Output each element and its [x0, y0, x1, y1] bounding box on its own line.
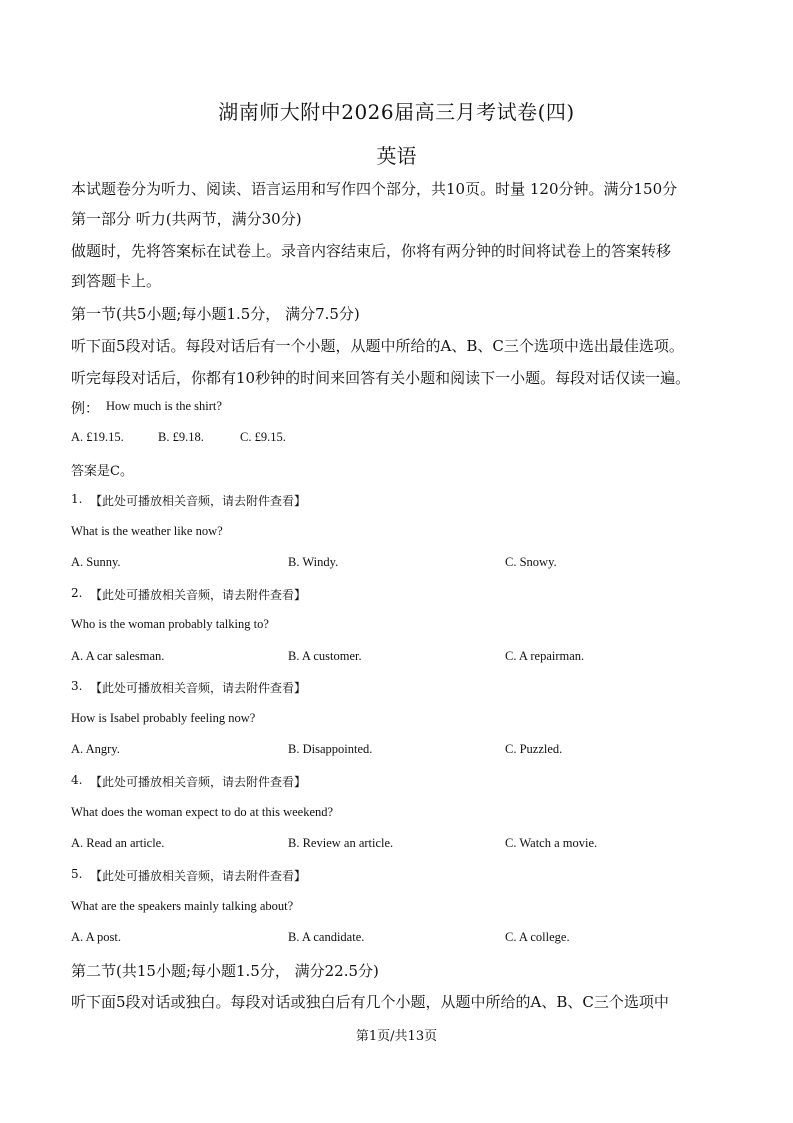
example-answer: 答案是C。	[71, 464, 133, 479]
question-number: 4.	[71, 773, 83, 787]
instruction-line: 到答题卡上。	[71, 272, 162, 290]
example-option: B. £9.18.	[158, 430, 204, 444]
example-label: 例：	[71, 401, 99, 417]
option-b[interactable]: B. Disappointed.	[288, 742, 373, 756]
example-option: A. £19.15.	[71, 430, 124, 444]
option-c[interactable]: C. Puzzled.	[505, 742, 563, 756]
option-c[interactable]: C. A repairman.	[505, 649, 585, 663]
audio-note: 【此处可播放相关音频，请去附件查看】	[90, 494, 307, 508]
section1-heading: 第一节(共5小题;每小题1.5分， 满分7.5分)	[71, 305, 360, 323]
option-c[interactable]: C. A college.	[505, 930, 570, 944]
audio-note: 【此处可播放相关音频，请去附件查看】	[90, 775, 307, 789]
question-text: What does the woman expect to do at this weekend?	[71, 805, 334, 819]
subject-title: 英语	[376, 144, 417, 168]
page-footer: 第1页/共13页	[355, 1029, 438, 1044]
section2-heading: 第二节(共15小题;每小题1.5分， 满分22.5分)	[71, 962, 379, 980]
option-a[interactable]: A. A post.	[71, 930, 122, 944]
option-c[interactable]: C. Snowy.	[505, 555, 557, 569]
option-b[interactable]: B. Review an article.	[288, 836, 394, 850]
instruction-line: 做题时，先将答案标在试卷上。录音内容结束后，你将有两分钟的时间将试卷上的答案转移	[71, 242, 672, 260]
audio-note: 【此处可播放相关音频，请去附件查看】	[90, 869, 307, 883]
option-b[interactable]: B. A candidate.	[288, 930, 365, 944]
option-c[interactable]: C. Watch a movie.	[505, 836, 598, 850]
option-b[interactable]: B. Windy.	[288, 555, 339, 569]
question-text: What are the speakers mainly talking about?	[71, 899, 294, 913]
question-text: What is the weather like now?	[71, 524, 223, 538]
question-text: Who is the woman probably talking to?	[71, 617, 269, 631]
page-title: 湖南师大附中2026届高三月考试卷(四)	[218, 100, 575, 124]
section2-instruction: 听下面5段对话或独白。每段对话或独白后有几个小题，从题中所给的A、B、C三个选项中	[71, 993, 669, 1011]
option-a[interactable]: A. Angry.	[71, 742, 120, 756]
audio-note: 【此处可播放相关音频，请去附件查看】	[90, 588, 307, 602]
section1-instruction: 听下面5段对话。每段对话后有一个小题，从题中所给的A、B、C三个选项中选出最佳选项。	[71, 337, 684, 355]
option-a[interactable]: A. Read an article.	[71, 836, 165, 850]
section1-instruction: 听完每段对话后，你都有10秒钟的时间来回答有关小题和阅读下一小题。每段对话仅读一遍。	[71, 369, 691, 387]
option-b[interactable]: B. A customer.	[288, 649, 362, 663]
question-number: 5.	[71, 867, 83, 881]
question-text: How is Isabel probably feeling now?	[71, 711, 256, 725]
option-a[interactable]: A. A car salesman.	[71, 649, 165, 663]
question-number: 1.	[71, 492, 83, 506]
option-a[interactable]: A. Sunny.	[71, 555, 121, 569]
question-number: 3.	[71, 679, 83, 693]
intro-line: 本试题卷分为听力、阅读、语言运用和写作四个部分，共10页。时量 120分钟。满分150分	[71, 180, 678, 198]
question-number: 2.	[71, 586, 83, 600]
example-question: How much is the shirt?	[106, 399, 222, 413]
audio-note: 【此处可播放相关音频，请去附件查看】	[90, 681, 307, 695]
part1-heading: 第一部分 听力(共两节，满分30分)	[71, 210, 302, 228]
example-option: C. £9.15.	[240, 430, 286, 444]
